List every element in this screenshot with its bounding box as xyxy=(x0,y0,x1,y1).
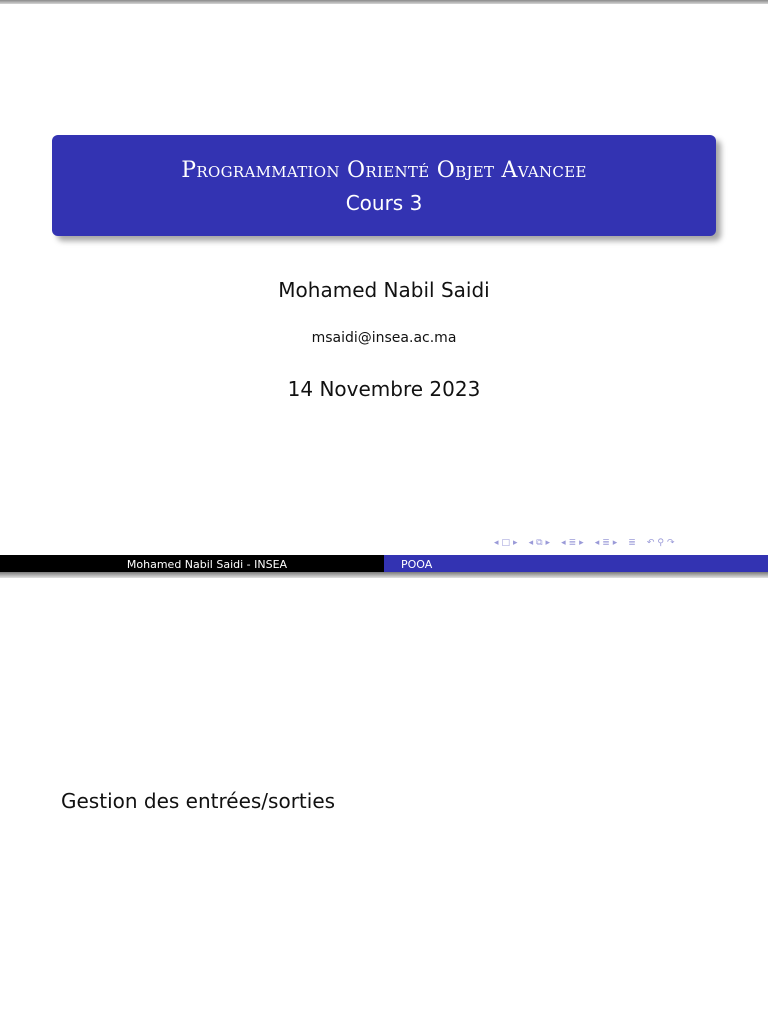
nav-forward-icon[interactable]: ↷ xyxy=(666,538,675,548)
nav-frame-icon[interactable]: □ xyxy=(501,538,511,548)
title-slide xyxy=(0,4,768,576)
nav-prev-part-icon[interactable]: ◂ xyxy=(594,538,600,548)
page-separator xyxy=(0,572,768,578)
presentation-title: Programmation Orienté Objet Avancee xyxy=(181,158,587,183)
nav-next-slide-icon[interactable]: ▸ xyxy=(513,538,518,548)
author-name: Mohamed Nabil Saidi xyxy=(278,278,490,302)
section-title: Gestion des entrées/sorties xyxy=(61,789,336,813)
nav-search-icon[interactable]: ⚲ xyxy=(657,538,664,548)
nav-section-icon[interactable]: ≣ xyxy=(568,538,577,548)
author-email: msaidi@insea.ac.ma xyxy=(311,330,457,346)
presentation-date: 14 Novembre 2023 xyxy=(287,377,481,401)
nav-subsection-icon[interactable]: ⧉ xyxy=(536,538,543,548)
footer-short-title: POOA xyxy=(384,555,768,574)
footer-author-institution: Mohamed Nabil Saidi - INSEA xyxy=(0,555,384,574)
nav-toc-icon[interactable]: ≣ xyxy=(628,538,636,548)
nav-back-icon[interactable]: ↶ xyxy=(646,538,655,548)
presentation-subtitle: Cours 3 xyxy=(345,191,423,215)
nav-part-icon[interactable]: ≣ xyxy=(602,538,610,548)
nav-prev-slide-icon[interactable]: ◂ xyxy=(494,538,499,548)
nav-next-subsection-icon[interactable]: ▸ xyxy=(545,538,551,548)
beamer-navigation-bar xyxy=(494,536,678,550)
title-block xyxy=(52,135,716,236)
nav-next-part-icon[interactable]: ▸ xyxy=(612,538,618,548)
nav-prev-subsection-icon[interactable]: ◂ xyxy=(528,538,534,548)
nav-next-section-icon[interactable]: ▸ xyxy=(579,538,584,548)
nav-prev-section-icon[interactable]: ◂ xyxy=(561,538,566,548)
